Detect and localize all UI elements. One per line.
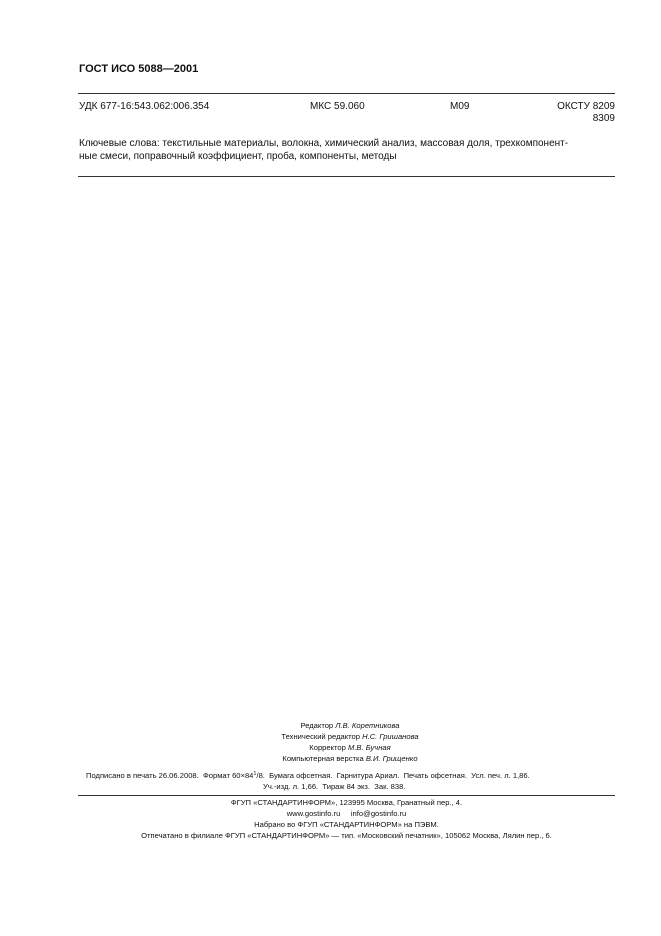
header-divider [78, 93, 615, 94]
okstu-line-2: 8309 [592, 113, 615, 124]
pub-sheets: Уч.-изд. л. 1,66. [263, 782, 319, 791]
credit-name: В.И. Грищенко [365, 754, 418, 763]
keywords-block [79, 137, 615, 163]
credit-name: Н.С. Гришанова [362, 732, 419, 741]
udk-code: УДК 677-16:543.062:006.354 [79, 101, 210, 112]
printed-note: Отпечатано в филиале ФГУП «СТАНДАРТИНФОРМ» — тип. «Московский печатник», 105062 Москва, Лялин пер., 6. [141, 831, 552, 840]
m-code: М09 [450, 101, 470, 112]
mks-code: МКС 59.060 [310, 101, 365, 112]
paper: Бумага офсетная. [269, 771, 333, 780]
print-sheets: Усл. печ. л. 1,86. [471, 771, 530, 780]
format-sup: 1 [253, 771, 257, 777]
publisher-email: info@gostinfo.ru [350, 809, 407, 818]
format-suffix: /8. [256, 771, 265, 780]
order-number: Зак. 838. [374, 782, 406, 791]
standard-number: ГОСТ ИСО 5088—2001 [79, 63, 199, 75]
credit-role: Технический редактор [281, 732, 360, 741]
typeface: Гарнитура Ариал. [336, 771, 400, 780]
credit-tech-editor [120, 731, 580, 742]
publisher-contacts [78, 808, 615, 819]
credit-editor [120, 720, 580, 731]
format [203, 771, 265, 780]
credit-role: Редактор [300, 721, 334, 730]
editorial-credits [120, 720, 580, 764]
publisher-block [78, 797, 615, 841]
format-prefix: Формат 60×84 [202, 771, 254, 780]
credit-layout [120, 753, 580, 764]
keywords-line-2: ные смеси, поправочный коэффициент, проба, компоненты, методы [79, 151, 397, 162]
credit-proofreader [120, 742, 580, 753]
print-type: Печать офсетная. [403, 771, 467, 780]
print-details-line-2 [86, 781, 621, 792]
copies: Тираж 84 экз. [322, 782, 371, 791]
okstu-line-1: ОКСТУ 8209 [557, 101, 615, 112]
typeset-note: Набрано во ФГУП «СТАНДАРТИНФОРМ» на ПЭВМ. [254, 820, 439, 829]
keywords-line-1: Ключевые слова: текстильные материалы, волокна, химический анализ, массовая доля, трехкомпонент- [79, 138, 569, 149]
credit-role: Корректор [309, 743, 346, 752]
publisher-divider [78, 795, 615, 796]
okstu-code [557, 101, 615, 125]
publisher-address: ФГУП «СТАНДАРТИНФОРМ», 123995 Москва, Гранатный пер., 4. [230, 798, 463, 807]
keywords-divider [78, 176, 615, 177]
publisher-site: www.gostinfo.ru [286, 809, 341, 818]
signed-date: Подписано в печать 26.06.2008. [86, 771, 199, 780]
credit-name: М.В. Бучная [348, 743, 391, 752]
print-details [86, 769, 621, 792]
credit-name: Л.В. Коретникова [335, 721, 400, 730]
credit-role: Компьютерная верстка [282, 754, 364, 763]
